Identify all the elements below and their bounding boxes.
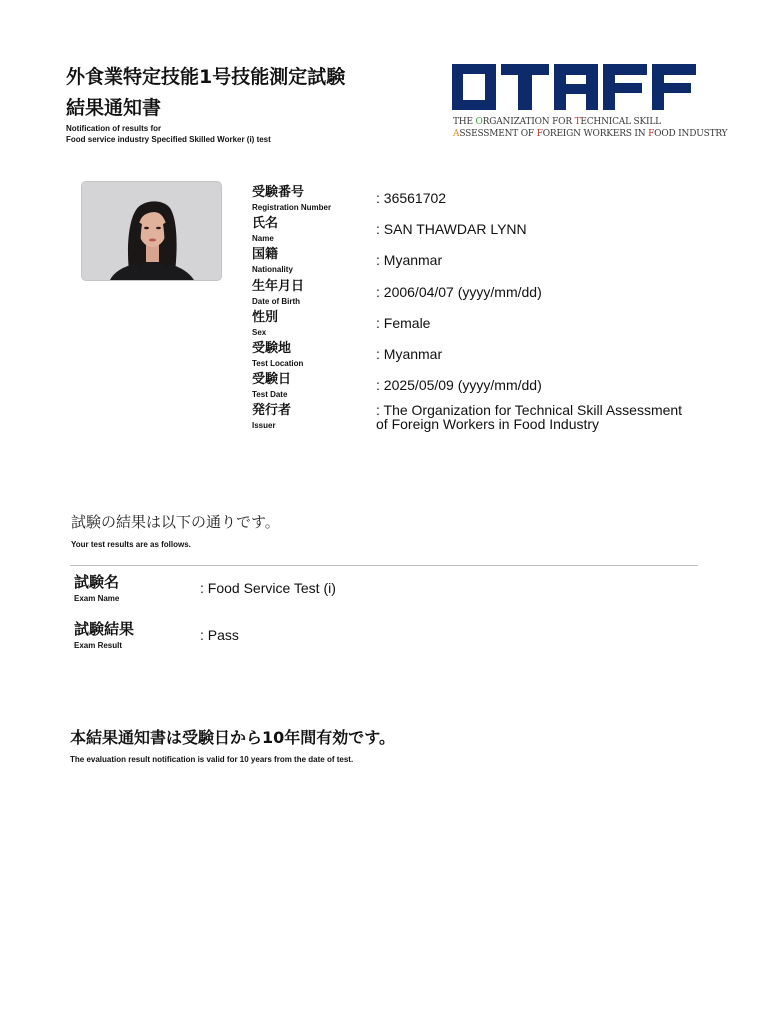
field-label-en: Date of Birth bbox=[252, 296, 300, 306]
field-date-of-birth bbox=[252, 278, 712, 309]
field-label-en: Issuer bbox=[252, 421, 276, 431]
field-label-jp: 生年月日 bbox=[252, 278, 305, 294]
field-value: : 2006/04/07 (yyyy/mm/dd) bbox=[376, 283, 542, 300]
otaff-tagline bbox=[453, 116, 727, 140]
field-value: : 36561702 bbox=[376, 190, 447, 206]
exam-name-value: : Food Service Test (i) bbox=[200, 580, 336, 596]
results-divider bbox=[70, 565, 698, 566]
field-label-jp: 氏名 bbox=[252, 216, 279, 232]
field-label-en: Sex bbox=[252, 327, 267, 337]
field-value: : Myanmar bbox=[376, 345, 443, 362]
title-en-line2: Food service industry Specified Skilled Worker (i) test bbox=[66, 135, 271, 144]
issuer-value bbox=[376, 403, 706, 431]
field-label-en: Name bbox=[252, 234, 274, 244]
document-title-jp bbox=[66, 62, 345, 124]
portrait-image bbox=[82, 182, 221, 280]
exam-name-row bbox=[74, 572, 674, 612]
field-nationality bbox=[252, 246, 712, 277]
exam-result-label-en: Exam Result bbox=[74, 641, 123, 650]
document-title-en bbox=[66, 123, 271, 145]
field-registration-number bbox=[252, 184, 712, 215]
field-label-jp: 受験番号 bbox=[252, 185, 305, 200]
field-value: : SAN THAWDAR LYNN bbox=[376, 221, 527, 238]
title-en-line1: Notification of results for bbox=[66, 124, 162, 133]
exam-name-label-en: Exam Name bbox=[74, 594, 120, 603]
exam-name-label-jp: 試験名 bbox=[74, 573, 120, 591]
field-label-jp: 受験地 bbox=[252, 340, 292, 356]
field-label-jp: 受験日 bbox=[252, 372, 292, 388]
issuer-value-line1: : The Organization for Technical Skill Assessment bbox=[376, 402, 683, 418]
tagline-line1: THE ORGANIZATION FOR TECHNICAL SKILL bbox=[453, 117, 661, 127]
field-name bbox=[252, 215, 712, 246]
validity-note-en: The evaluation result notification is valid for 10 years from the date of test. bbox=[70, 755, 354, 764]
field-label-jp: 性別 bbox=[252, 309, 279, 325]
field-test-date bbox=[252, 371, 712, 402]
field-label-jp: 発行者 bbox=[252, 403, 292, 419]
field-value: : 2025/05/09 (yyyy/mm/dd) bbox=[376, 377, 542, 394]
validity-note-jp: 本結果通知書は受験日から10年間有効です。 bbox=[70, 728, 395, 747]
title-jp-line2: 結果通知書 bbox=[66, 97, 162, 119]
field-value: : Female bbox=[376, 314, 431, 331]
exam-result-label-jp: 試験結果 bbox=[74, 620, 135, 638]
field-test-location bbox=[252, 340, 712, 371]
otaff-wordmark bbox=[452, 64, 698, 112]
title-jp-line1: 外食業特定技能1号技能測定試験 bbox=[66, 66, 346, 88]
otaff-logo bbox=[452, 64, 728, 144]
field-label-en: Nationality bbox=[252, 265, 293, 275]
field-label-en: Registration Number bbox=[252, 203, 332, 212]
field-sex bbox=[252, 309, 712, 340]
results-heading-jp: 試験の結果は以下の通りです。 bbox=[71, 513, 280, 531]
exam-result-value: : Pass bbox=[200, 627, 239, 643]
field-label-jp: 国籍 bbox=[252, 247, 279, 263]
candidate-photo bbox=[82, 182, 221, 280]
issuer-value-line2: of Foreign Workers in Food Industry bbox=[376, 416, 600, 432]
candidate-info bbox=[252, 184, 712, 434]
exam-result-row bbox=[74, 619, 674, 659]
field-value: : Myanmar bbox=[376, 252, 443, 269]
results-heading-en: Your test results are as follows. bbox=[71, 540, 191, 549]
field-label-en: Test Date bbox=[252, 390, 288, 400]
field-label-en: Test Location bbox=[252, 358, 304, 368]
tagline-line2: ASSESSMENT OF FOREIGN WORKERS IN FOOD INDUSTRY bbox=[453, 129, 728, 139]
